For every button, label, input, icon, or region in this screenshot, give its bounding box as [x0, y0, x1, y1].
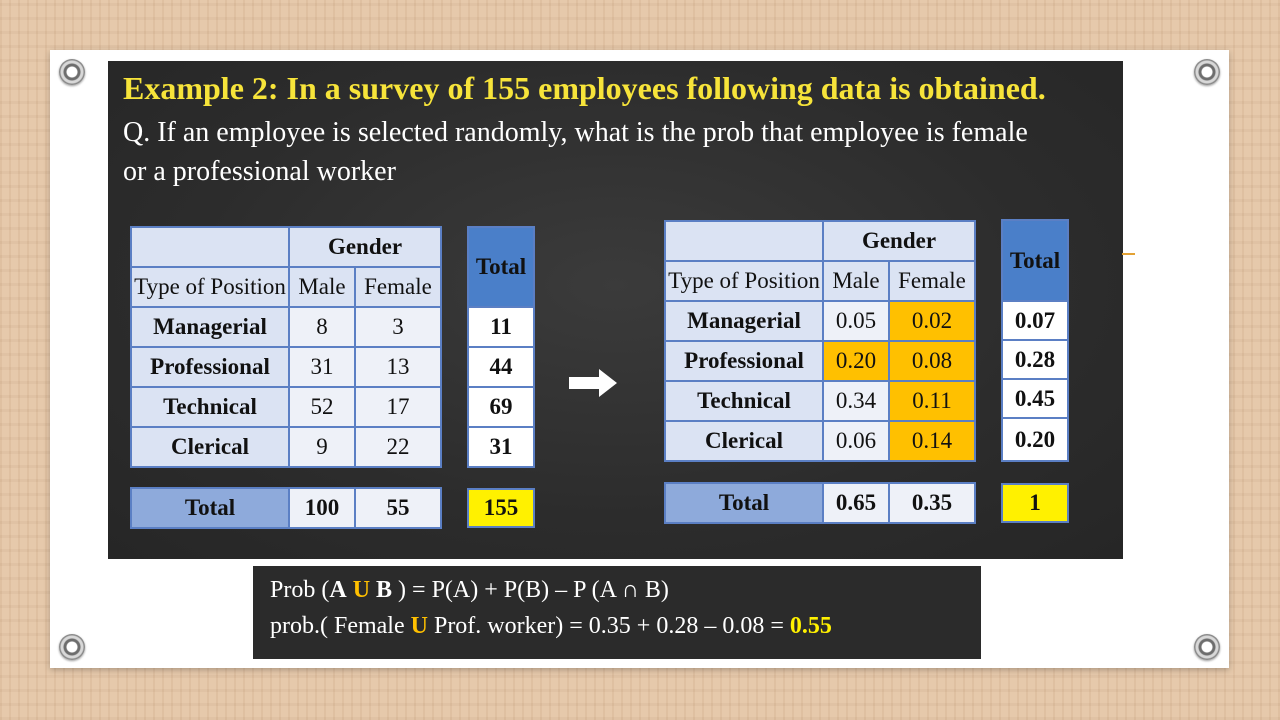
female-cell-highlighted: 0.14	[889, 421, 975, 461]
set-b-symbol: B	[376, 577, 393, 603]
table-row	[131, 307, 441, 347]
total-label: Total	[131, 488, 289, 528]
row-label: Clerical	[131, 427, 289, 467]
row-total-cell: 0.45	[1002, 379, 1068, 418]
counts-row-totals	[467, 226, 535, 468]
total-label: Total	[665, 483, 823, 523]
probability-grand-total	[1001, 483, 1069, 523]
formula-rest: ) = P(A) + P(B) – P (A ∩ B)	[398, 577, 669, 603]
type-of-position-header: Type of Position	[131, 267, 289, 307]
formula-box	[253, 566, 981, 659]
male-cell: 31	[289, 347, 355, 387]
male-cell-highlighted: 0.20	[823, 341, 889, 381]
row-label: Technical	[131, 387, 289, 427]
table-row	[665, 421, 975, 461]
total-male-cell: 100	[289, 488, 355, 528]
formula-line-applied	[270, 613, 832, 640]
counts-table	[130, 226, 442, 468]
row-total-cell: 69	[468, 387, 534, 427]
set-a-symbol: A	[329, 577, 347, 603]
female-header: Female	[355, 267, 441, 307]
male-cell: 9	[289, 427, 355, 467]
table-corner-cell	[665, 221, 823, 261]
female-cell-highlighted: 0.08	[889, 341, 975, 381]
formula-applied-prefix: prob.( Female	[270, 613, 411, 639]
row-label: Professional	[665, 341, 823, 381]
female-cell: 22	[355, 427, 441, 467]
row-label: Clerical	[665, 421, 823, 461]
table-row	[665, 301, 975, 341]
formula-line-general	[270, 577, 669, 604]
row-label: Managerial	[131, 307, 289, 347]
total-header: Total	[468, 227, 534, 307]
union-symbol: U	[352, 577, 371, 603]
formula-prefix: Prob (	[270, 577, 330, 603]
gender-header: Gender	[823, 221, 975, 261]
table-corner-cell	[131, 227, 289, 267]
male-cell: 0.34	[823, 381, 889, 421]
decorative-line	[1122, 253, 1135, 255]
row-total-cell: 0.28	[1002, 340, 1068, 379]
row-total-cell: 0.07	[1002, 301, 1068, 340]
male-cell: 0.05	[823, 301, 889, 341]
probability-total-row	[664, 482, 976, 524]
female-cell-highlighted: 0.11	[889, 381, 975, 421]
pushpin-icon	[59, 59, 85, 85]
table-row	[131, 387, 441, 427]
row-total-cell: 11	[468, 307, 534, 347]
female-header: Female	[889, 261, 975, 301]
pushpin-icon	[59, 634, 85, 660]
grand-total-cell: 1	[1002, 484, 1068, 522]
type-of-position-header: Type of Position	[665, 261, 823, 301]
row-label: Professional	[131, 347, 289, 387]
pushpin-icon	[1194, 634, 1220, 660]
row-label: Managerial	[665, 301, 823, 341]
grand-total-cell: 155	[468, 489, 534, 527]
total-male-cell: 0.65	[823, 483, 889, 523]
answer-value: 0.55	[789, 613, 832, 639]
male-cell: 0.06	[823, 421, 889, 461]
male-header: Male	[289, 267, 355, 307]
table-row	[131, 427, 441, 467]
total-female-cell: 0.35	[889, 483, 975, 523]
union-symbol: U	[410, 613, 428, 639]
counts-grand-total	[467, 488, 535, 528]
question-text: Q. If an employee is selected randomly, what is the prob that employee is female or a professional worker	[123, 117, 1028, 187]
female-cell: 13	[355, 347, 441, 387]
male-cell: 8	[289, 307, 355, 347]
slide-title: Example 2: In a survey of 155 employees following data is obtained.	[123, 70, 1046, 106]
total-header: Total	[1002, 220, 1068, 301]
female-cell: 17	[355, 387, 441, 427]
female-cell: 3	[355, 307, 441, 347]
formula-applied-rest: Prof. worker) = 0.35 + 0.28 – 0.08 =	[427, 613, 790, 639]
male-header: Male	[823, 261, 889, 301]
right-arrow-icon	[569, 369, 617, 397]
row-total-cell: 0.20	[1002, 418, 1068, 461]
table-row	[665, 341, 975, 381]
probability-row-totals	[1001, 219, 1069, 462]
table-row	[665, 381, 975, 421]
male-cell: 52	[289, 387, 355, 427]
row-total-cell: 31	[468, 427, 534, 467]
gender-header: Gender	[289, 227, 441, 267]
counts-total-row	[130, 487, 442, 529]
pushpin-icon	[1194, 59, 1220, 85]
female-cell-highlighted: 0.02	[889, 301, 975, 341]
row-total-cell: 44	[468, 347, 534, 387]
total-female-cell: 55	[355, 488, 441, 528]
probability-table	[664, 220, 976, 462]
row-label: Technical	[665, 381, 823, 421]
table-row	[131, 347, 441, 387]
